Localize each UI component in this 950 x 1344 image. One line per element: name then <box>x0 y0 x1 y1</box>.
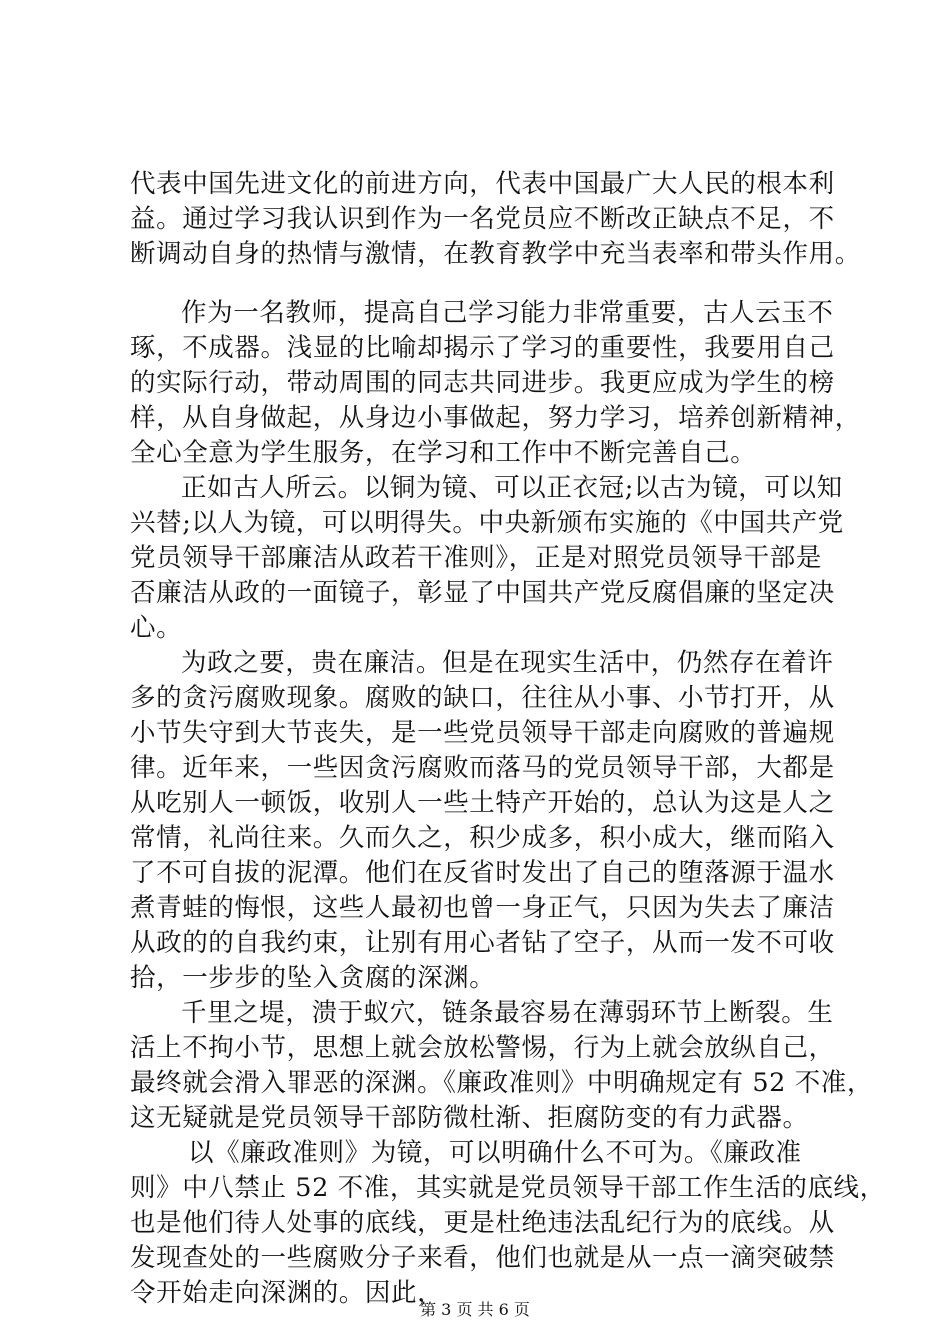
text-line: 兴替;以人为镜，可以明得失。中央新颁布实施的《中国共产党 <box>130 508 844 538</box>
text-line: 煮青蛙的悔恨，这些人最初也曾一身正气，只因为失去了廉洁 <box>130 893 835 923</box>
text-line: 作为一名教师，提高自己学习能力非常重要，古人云玉不 <box>181 298 834 328</box>
text-line: 的实际行动，带动周围的同志共同进步。我更应成为学生的榜 <box>130 368 835 398</box>
text-line: 这无疑就是党员领导干部防微杜渐、拒腐防变的有力武器。 <box>130 1103 809 1133</box>
text-line: 样，从自身做起，从身边小事做起，努力学习，培养创新精神， <box>130 403 861 433</box>
text-line: 则》中八禁止 52 不准，其实就是党员领导干部工作生活的底线， <box>130 1173 886 1203</box>
text-line: 活上不拘小节，思想上就会放松警惕，行为上就会放纵自己， <box>130 1033 835 1063</box>
text-line: 否廉洁从政的一面镜子，彰显了中国共产党反腐倡廉的坚定决 <box>130 578 835 608</box>
text-line: 代表中国先进文化的前进方向，代表中国最广大人民的根本利 <box>130 169 835 199</box>
page-footer: 第 3 页 共 6 页 <box>420 1300 530 1319</box>
text-line: 发现查处的一些腐败分子来看，他们也就是从一点一滴突破禁 <box>130 1243 835 1273</box>
text-line: 琢，不成器。浅显的比喻却揭示了学习的重要性，我要用自己 <box>130 333 835 363</box>
text-line: 最终就会滑入罪恶的深渊。《廉政准则》中明确规定有 52 不准， <box>130 1068 874 1098</box>
text-line: 断调动自身的热情与激情，在教育教学中充当表率和带头作用。 <box>130 239 861 269</box>
text-line: 从吃别人一顿饭，收别人一些土特产开始的，总认为这是人之 <box>130 788 835 818</box>
text-line: 党员领导干部廉洁从政若干准则》，正是对照党员领导干部是 <box>130 543 822 573</box>
text-line: 以《廉政准则》为镜，可以明确什么不可为。《廉政准 <box>188 1138 802 1168</box>
text-line: 了不可自拔的泥潭。他们在反省时发出了自己的堕落源于温水 <box>130 858 835 888</box>
text-line: 常情，礼尚往来。久而久之，积少成多，积小成大，继而陷入 <box>130 823 835 853</box>
text-line: 千里之堤，溃于蚁穴，链条最容易在薄弱环节上断裂。生 <box>181 998 834 1028</box>
text-line: 从政的的自我约束，让别有用心者钻了空子，从而一发不可收 <box>130 928 835 958</box>
text-line: 益。通过学习我认识到作为一名党员应不断改正缺点不足，不 <box>130 204 835 234</box>
text-line: 令开始走向深渊的。因此， <box>130 1278 444 1308</box>
text-line: 全心全意为学生服务，在学习和工作中不断完善自己。 <box>130 438 757 468</box>
text-line: 多的贪污腐败现象。腐败的缺口，往往从小事、小节打开，从 <box>130 683 835 713</box>
text-line: 拾，一步步的坠入贪腐的深渊。 <box>130 963 496 993</box>
text-line: 正如古人所云。以铜为镜、可以正衣冠;以古为镜，可以知 <box>181 473 843 503</box>
text-line: 心。 <box>130 613 183 643</box>
text-line: 小节失守到大节丧失，是一些党员领导干部走向腐败的普遍规 <box>130 718 835 748</box>
text-line: 律。近年来，一些因贪污腐败而落马的党员领导干部，大都是 <box>130 753 835 783</box>
text-line: 为政之要，贵在廉洁。但是在现实生活中，仍然存在着许 <box>181 648 834 678</box>
text-line: 也是他们待人处事的底线，更是杜绝违法乱纪行为的底线。从 <box>130 1208 835 1238</box>
